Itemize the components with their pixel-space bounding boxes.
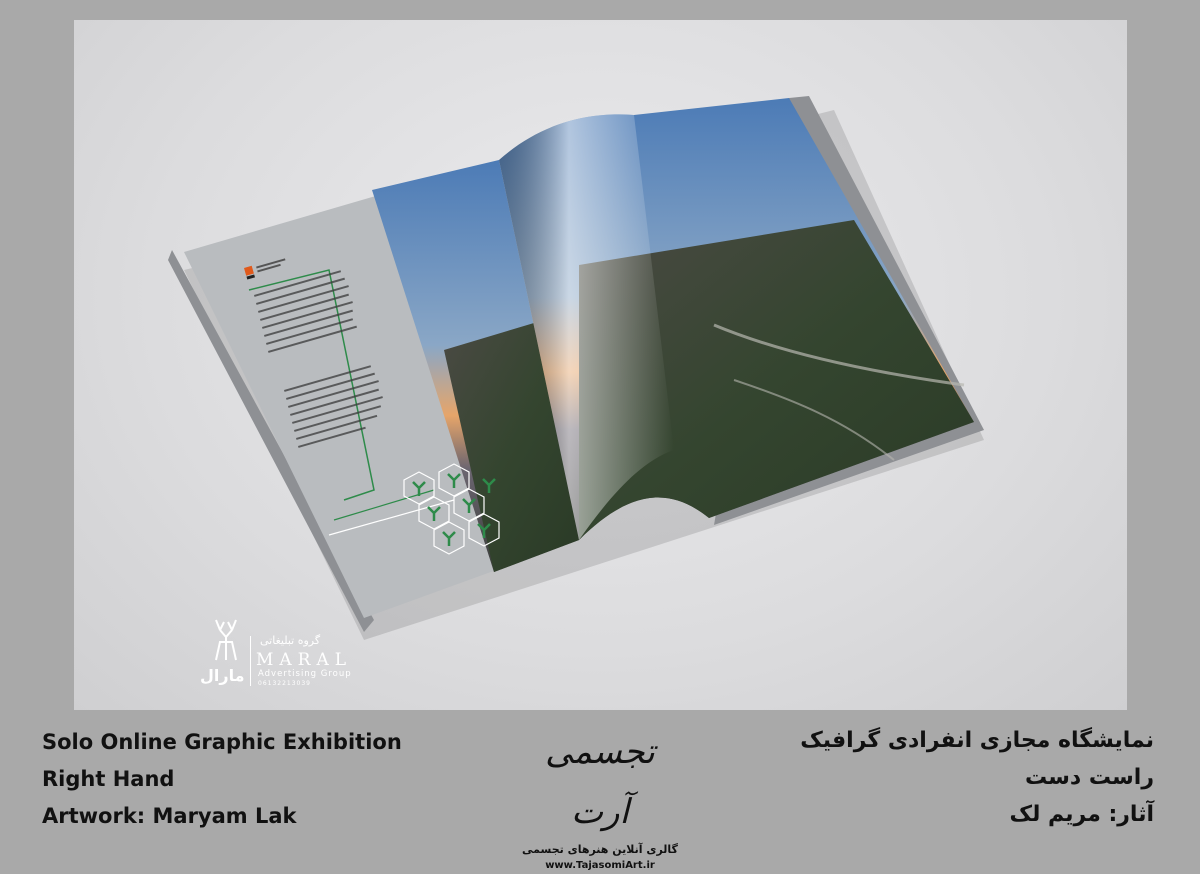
english-caption	[42, 724, 402, 835]
tajasomi-script-logo: تجسمی آرت	[545, 732, 655, 832]
artist-credit-en: Artwork: Maryam Lak	[42, 804, 297, 828]
maral-en-subtitle: Advertising Group	[258, 669, 352, 679]
collection-title-fa: راست دست	[1024, 765, 1154, 790]
tajasomi-art-logo	[520, 722, 680, 871]
tajasomi-subtitle: گالری آنلاین هنرهای تجسمی	[522, 843, 678, 856]
maral-fa-name: مارال	[200, 666, 245, 685]
maral-group-label: گروه تبلیغاتی	[260, 634, 321, 647]
maral-logo	[200, 612, 370, 692]
logo-separator	[250, 636, 251, 686]
deer-icon	[206, 612, 246, 662]
maral-en-name: MARAL	[256, 650, 353, 670]
collection-title-en: Right Hand	[42, 767, 175, 791]
artist-credit-fa: آثار: مریم لک	[1009, 802, 1154, 827]
exhibition-title-en: Solo Online Graphic Exhibition	[42, 730, 402, 754]
exhibition-title-fa: نمایشگاه مجازی انفرادی گرافیک	[800, 728, 1154, 753]
magazine-mockup	[74, 20, 1127, 710]
tajasomi-url: www.TajasomiArt.ir	[545, 860, 655, 871]
mockup-frame	[74, 20, 1127, 710]
persian-caption	[800, 722, 1154, 833]
maral-phone: 06132213039	[258, 680, 311, 687]
